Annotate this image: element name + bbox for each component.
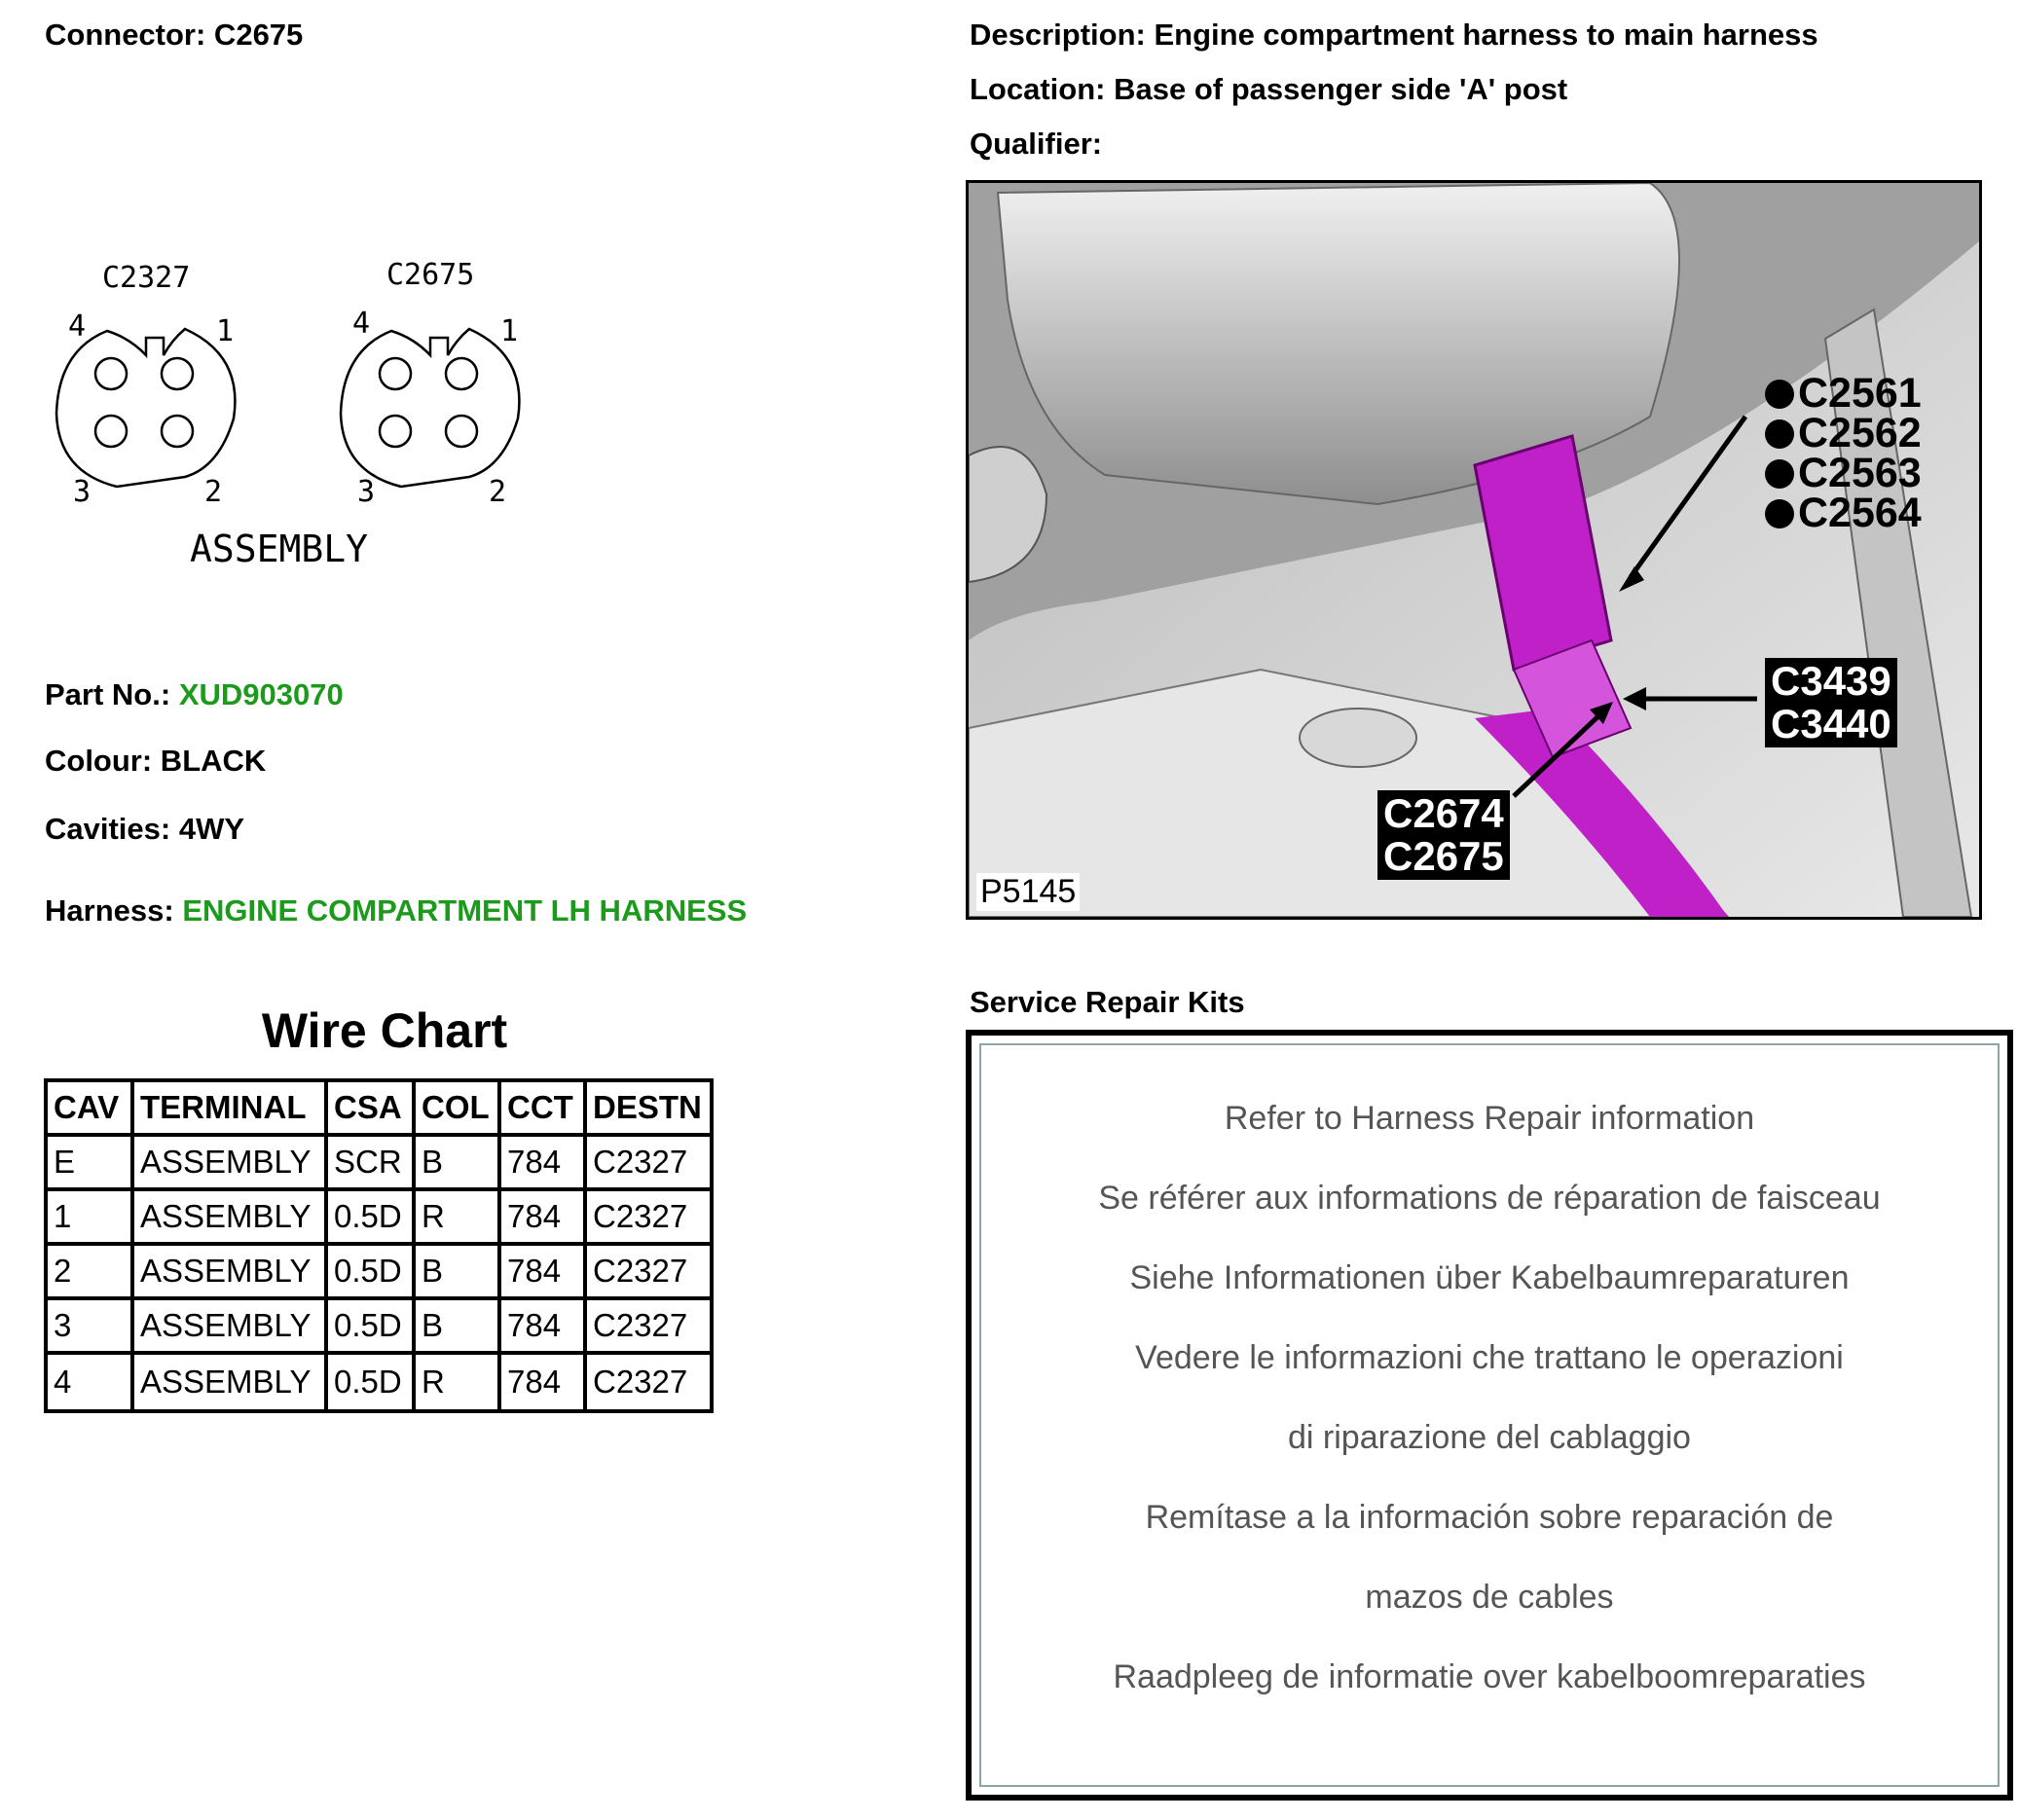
repair-info-line: Se référer aux informations de réparation de faisceau (1098, 1180, 1881, 1217)
left-pin-3: 3 (73, 475, 92, 509)
cell-cct: 784 (501, 1355, 587, 1409)
bullet-callout: C2561 (1765, 374, 1922, 414)
table-row (48, 1246, 710, 1300)
column-header-terminal: TERMINAL (134, 1082, 328, 1137)
cell-cav: 1 (48, 1191, 134, 1246)
repair-info-line: Refer to Harness Repair information (1224, 1100, 1755, 1137)
left-connector-face (56, 261, 235, 509)
table-row (48, 1355, 710, 1409)
cell-col: R (416, 1355, 501, 1409)
cell-csa: 0.5D (328, 1300, 416, 1355)
part-number-label: Part No.: (45, 677, 171, 711)
table-row (48, 1191, 710, 1246)
wire-chart-table (44, 1078, 714, 1413)
bullet-dot (1765, 499, 1794, 528)
column-header-col: COL (416, 1082, 501, 1137)
location-picture (966, 180, 1982, 920)
right-pin-1: 1 (500, 314, 519, 348)
right-pin-3: 3 (357, 475, 376, 509)
harness-row (45, 893, 747, 928)
left-pin-2: 2 (204, 475, 223, 509)
bullet-callout: C2564 (1765, 493, 1922, 533)
repair-kits-inner (979, 1043, 2000, 1787)
column-header-cav: CAV (48, 1082, 134, 1137)
cell-csa: 0.5D (328, 1355, 416, 1409)
repair-info-line: di riparazione del cablaggio (1288, 1419, 1691, 1456)
cell-cav: E (48, 1137, 134, 1191)
cell-terminal: ASSEMBLY (134, 1300, 328, 1355)
cell-cav: 3 (48, 1300, 134, 1355)
repair-info-line: mazos de cables (1365, 1579, 1614, 1616)
left-pin-1: 1 (216, 314, 235, 348)
cell-cav: 2 (48, 1246, 134, 1300)
cell-cct: 784 (501, 1191, 587, 1246)
picture-reference: P5145 (976, 873, 1080, 911)
colour-label: Colour: BLACK (45, 744, 267, 778)
cell-col: B (416, 1300, 501, 1355)
connector-bullet-callouts (1765, 370, 1922, 536)
cell-terminal: ASSEMBLY (134, 1355, 328, 1409)
repair-kits-title: Service Repair Kits (970, 985, 1245, 1019)
table-row (48, 1300, 710, 1355)
callout-c2674-c2675: C2674 C2675 (1377, 790, 1510, 880)
cell-col: B (416, 1246, 501, 1300)
diagram-caption: ASSEMBLY (190, 528, 369, 570)
location-label: Location: Base of passenger side 'A' post (970, 72, 1568, 106)
cell-col: B (416, 1137, 501, 1191)
part-number-value: XUD903070 (178, 677, 344, 711)
repair-info-line: Remítase a la información sobre reparación de (1145, 1499, 1834, 1536)
cell-csa: 0.5D (328, 1191, 416, 1246)
cell-terminal: ASSEMBLY (134, 1137, 328, 1191)
description-label: Description: Engine compartment harness to main harness (970, 18, 1818, 52)
cell-cav: 4 (48, 1355, 134, 1409)
table-row (48, 1137, 710, 1191)
cell-csa: SCR (328, 1137, 416, 1191)
qualifier-label: Qualifier: (970, 127, 1103, 161)
right-connector-name: C2675 (386, 258, 475, 292)
column-header-csa: CSA (328, 1082, 416, 1137)
cell-terminal: ASSEMBLY (134, 1191, 328, 1246)
cell-terminal: ASSEMBLY (134, 1246, 328, 1300)
bullet-dot (1765, 419, 1794, 449)
cell-col: R (416, 1191, 501, 1246)
left-pin-4: 4 (68, 309, 87, 344)
callout-c3439-c3440: C3439 C3440 (1765, 658, 1897, 747)
right-connector-face (341, 258, 519, 509)
cell-destn: C2327 (593, 1364, 688, 1400)
connector-face-diagram (39, 248, 545, 584)
column-header-cct: CCT (501, 1082, 587, 1137)
right-pin-4: 4 (352, 307, 371, 341)
repair-kits-box (966, 1030, 2013, 1801)
cell-destn: C2327 (587, 1137, 710, 1191)
left-connector-name: C2327 (102, 261, 191, 295)
harness-value: ENGINE COMPARTMENT LH HARNESS (182, 893, 748, 928)
cell-csa: 0.5D (328, 1246, 416, 1300)
cell-cct: 784 (501, 1137, 587, 1191)
harness-label: Harness: (45, 893, 174, 928)
repair-info-line: Siehe Informationen über Kabelbaumreparaturen (1129, 1259, 1850, 1296)
cell-cct: 784 (501, 1300, 587, 1355)
cell-destn: C2327 (587, 1191, 710, 1246)
repair-info-line: Raadpleeg de informatie over kabelboomreparaties (1113, 1658, 1866, 1695)
cavities-label: Cavities: 4WY (45, 812, 245, 846)
column-header-destn: DESTN (587, 1082, 710, 1137)
part-number-row (45, 677, 344, 712)
bullet-dot (1765, 380, 1794, 409)
connector-label: Connector: C2675 (45, 18, 304, 52)
table-header-row (48, 1082, 710, 1137)
bullet-callout: C2563 (1765, 454, 1922, 493)
bullet-dot (1765, 459, 1794, 489)
bullet-callout: C2562 (1765, 414, 1922, 454)
wire-chart-title: Wire Chart (261, 1003, 508, 1058)
right-pin-2: 2 (489, 475, 507, 509)
cell-destn: C2327 (587, 1300, 710, 1355)
cell-destn: C2327 (587, 1246, 710, 1300)
repair-info-line: Vedere le informazioni che trattano le operazioni (1135, 1339, 1844, 1376)
cell-cct: 784 (501, 1246, 587, 1300)
